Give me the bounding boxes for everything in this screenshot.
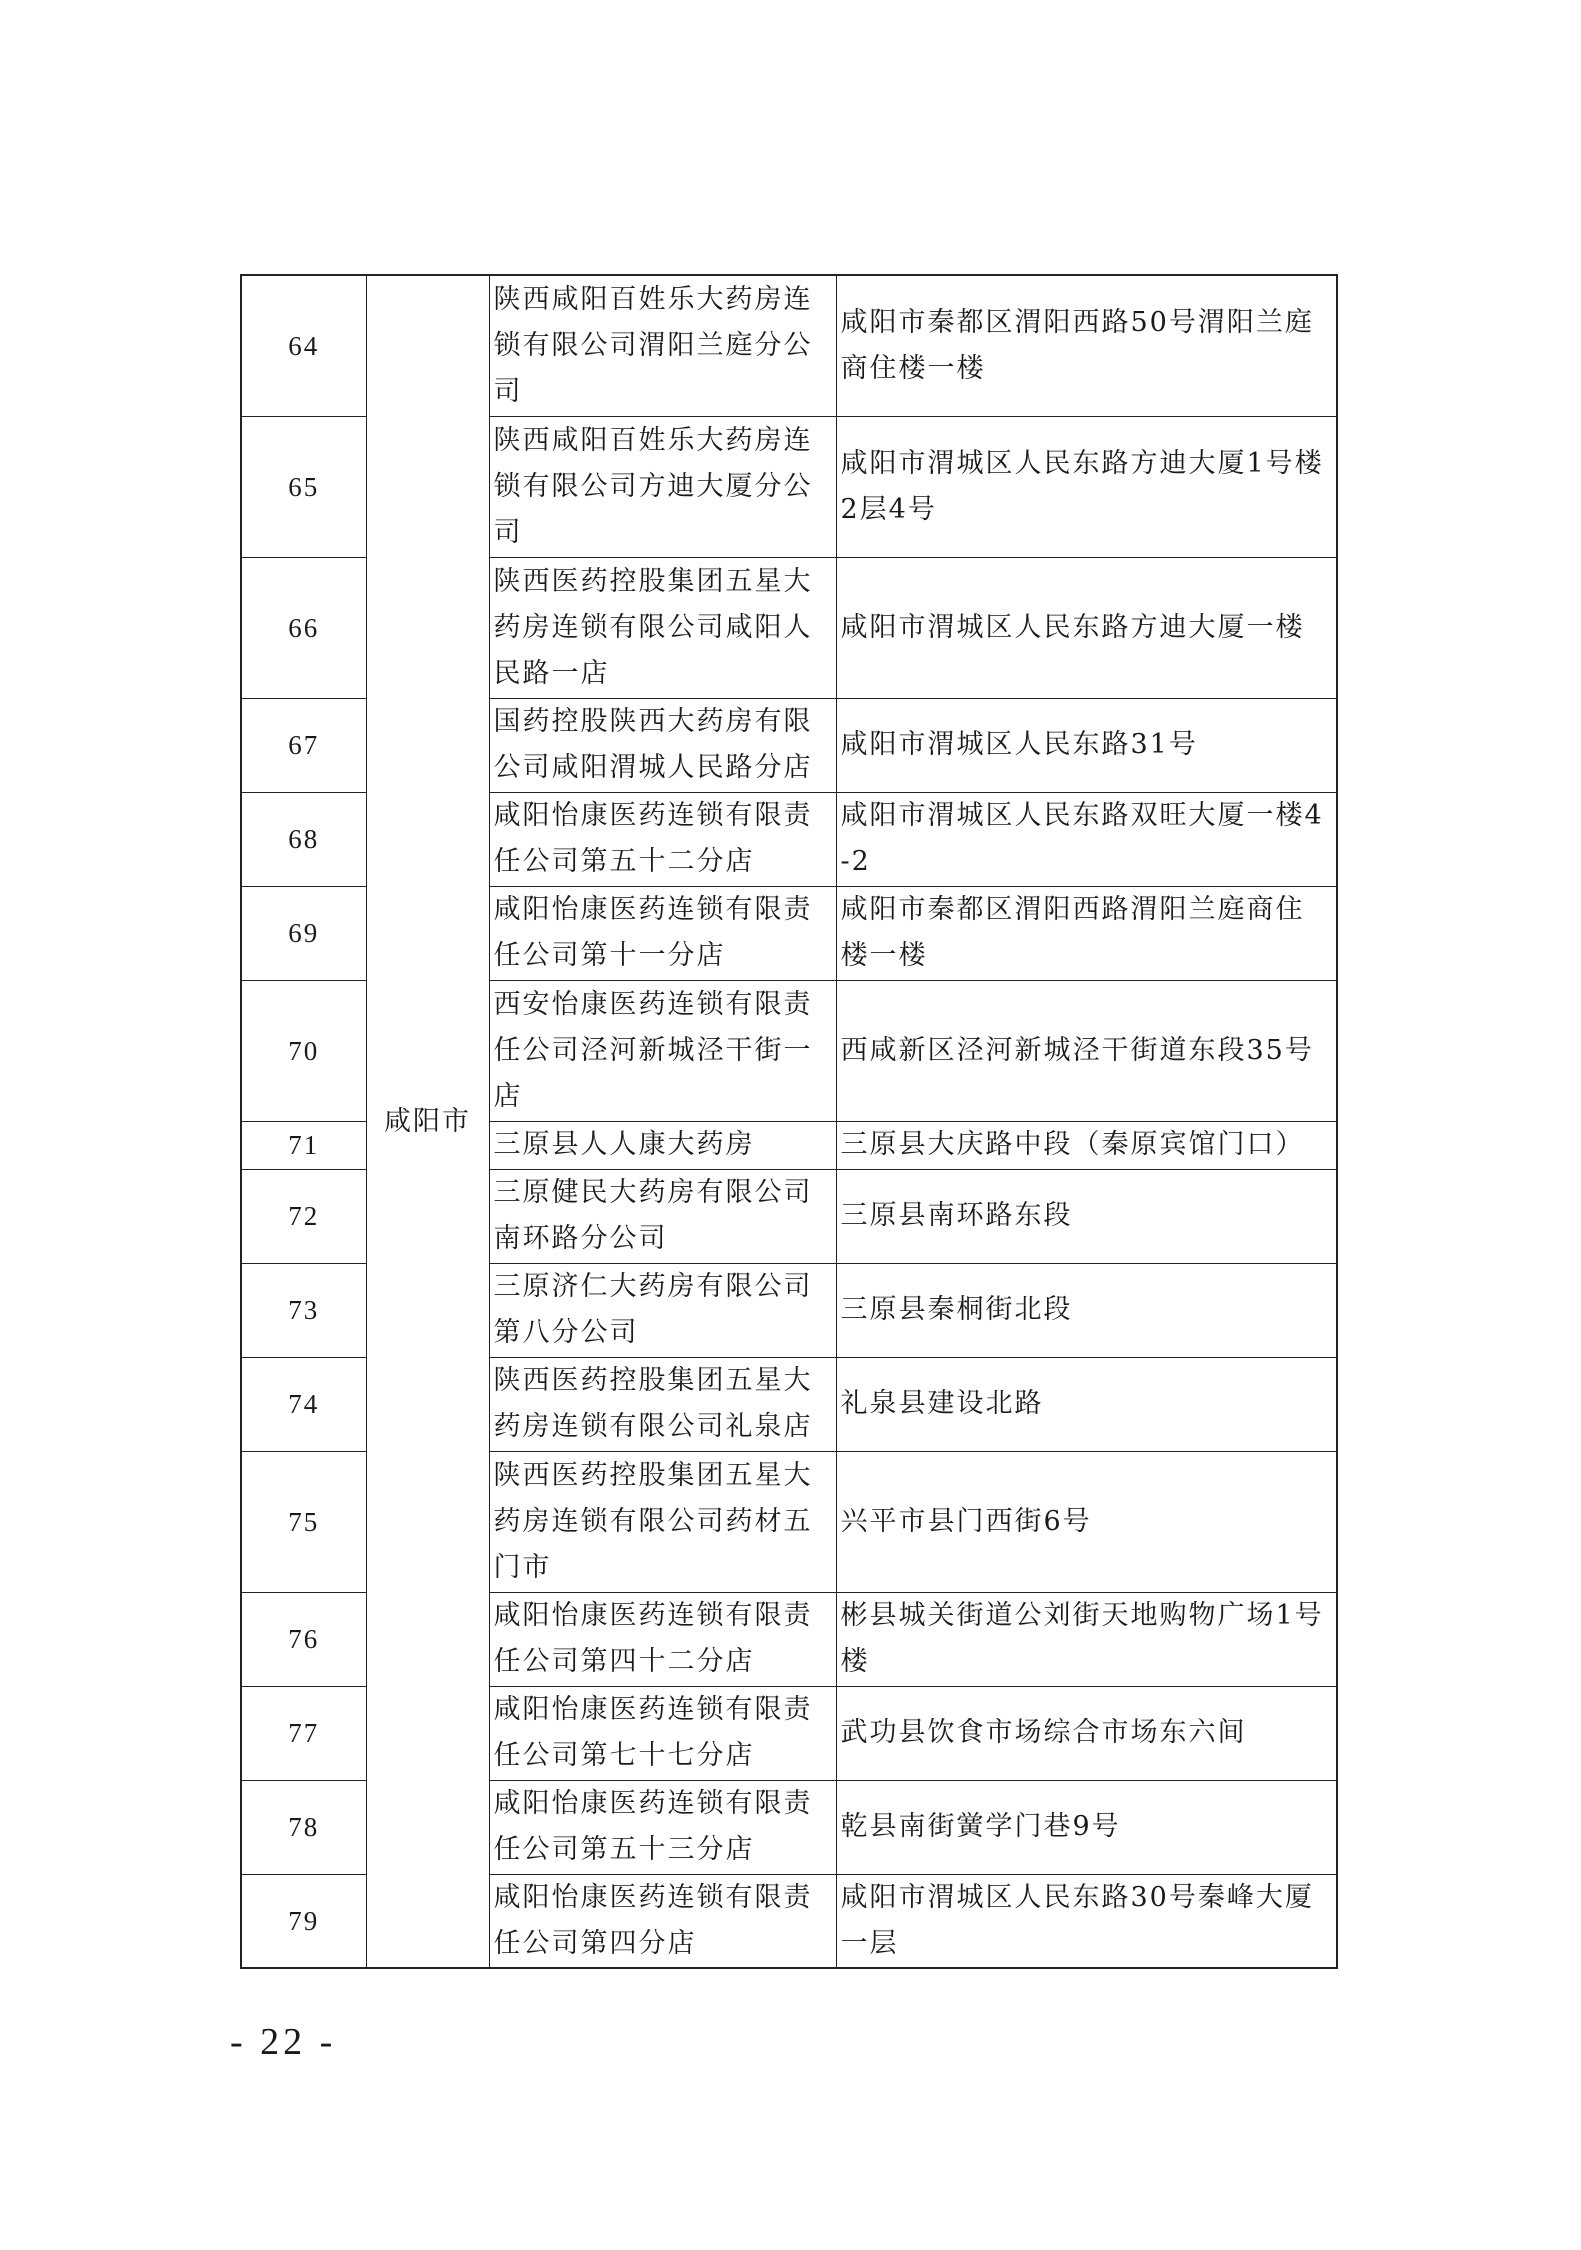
store-address: 乾县南街黉学门巷9号 [836,1780,1337,1874]
store-address: 三原县秦桐街北段 [836,1263,1337,1357]
store-address: 武功县饮食市场综合市场东六间 [836,1686,1337,1780]
store-name: 三原县人人康大药房 [489,1121,836,1169]
store-address: 咸阳市渭城区人民东路双旺大厦一楼4-2 [836,792,1337,886]
row-number: 70 [241,980,366,1121]
store-name: 咸阳怡康医药连锁有限责任公司第四分店 [489,1874,836,1968]
store-name: 陕西医药控股集团五星大药房连锁有限公司咸阳人民路一店 [489,557,836,698]
store-name: 陕西咸阳百姓乐大药房连锁有限公司方迪大厦分公司 [489,416,836,557]
store-name: 三原健民大药房有限公司南环路分公司 [489,1169,836,1263]
store-name: 西安怡康医药连锁有限责任公司泾河新城泾干街一店 [489,980,836,1121]
row-number: 66 [241,557,366,698]
store-name: 国药控股陕西大药房有限公司咸阳渭城人民路分店 [489,698,836,792]
store-name: 陕西医药控股集团五星大药房连锁有限公司药材五门市 [489,1451,836,1592]
store-name: 咸阳怡康医药连锁有限责任公司第五十二分店 [489,792,836,886]
store-name: 咸阳怡康医药连锁有限责任公司第十一分店 [489,886,836,980]
row-number: 69 [241,886,366,980]
store-name: 陕西咸阳百姓乐大药房连锁有限公司渭阳兰庭分公司 [489,275,836,416]
store-address: 西咸新区泾河新城泾干街道东段35号 [836,980,1337,1121]
store-name: 陕西医药控股集团五星大药房连锁有限公司礼泉店 [489,1357,836,1451]
page-number: - 22 - [230,2021,337,2063]
store-address: 三原县大庆路中段（秦原宾馆门口） [836,1121,1337,1169]
store-name: 咸阳怡康医药连锁有限责任公司第五十三分店 [489,1780,836,1874]
row-number: 67 [241,698,366,792]
row-number: 68 [241,792,366,886]
row-number: 77 [241,1686,366,1780]
table-body [241,275,1337,1968]
city-cell: 咸阳市 [366,275,489,1968]
row-number: 73 [241,1263,366,1357]
row-number: 64 [241,275,366,416]
row-number: 79 [241,1874,366,1968]
row-number: 71 [241,1121,366,1169]
store-address: 咸阳市渭城区人民东路方迪大厦1号楼2层4号 [836,416,1337,557]
row-number: 74 [241,1357,366,1451]
store-name: 三原济仁大药房有限公司第八分公司 [489,1263,836,1357]
store-address: 礼泉县建设北路 [836,1357,1337,1451]
store-address: 咸阳市秦都区渭阳西路50号渭阳兰庭商住楼一楼 [836,275,1337,416]
table-row [241,275,1337,416]
row-number: 76 [241,1592,366,1686]
row-number: 72 [241,1169,366,1263]
store-name: 咸阳怡康医药连锁有限责任公司第七十七分店 [489,1686,836,1780]
store-address: 咸阳市秦都区渭阳西路渭阳兰庭商住楼一楼 [836,886,1337,980]
store-address: 咸阳市渭城区人民东路31号 [836,698,1337,792]
row-number: 75 [241,1451,366,1592]
pharmacy-table [240,274,1338,1969]
store-name: 咸阳怡康医药连锁有限责任公司第四十二分店 [489,1592,836,1686]
store-address: 兴平市县门西街6号 [836,1451,1337,1592]
row-number: 78 [241,1780,366,1874]
store-address: 咸阳市渭城区人民东路30号秦峰大厦一层 [836,1874,1337,1968]
store-address: 彬县城关街道公刘街天地购物广场1号楼 [836,1592,1337,1686]
store-address: 三原县南环路东段 [836,1169,1337,1263]
row-number: 65 [241,416,366,557]
store-address: 咸阳市渭城区人民东路方迪大厦一楼 [836,557,1337,698]
